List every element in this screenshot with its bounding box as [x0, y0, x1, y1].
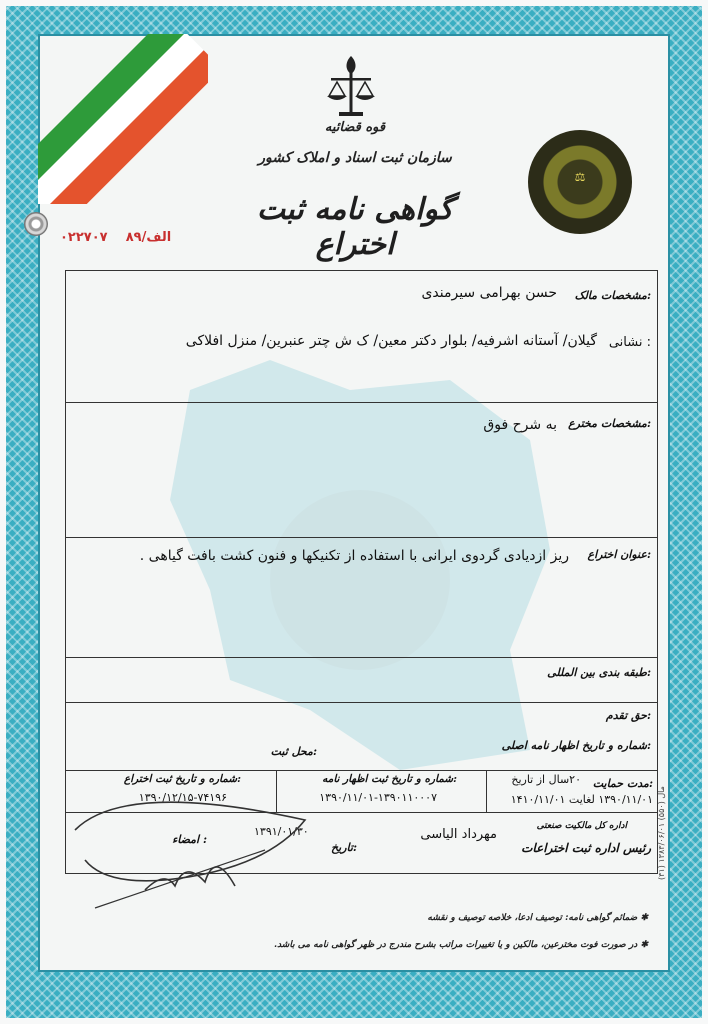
priority-section	[65, 702, 658, 771]
priority-label: حق تقدم:	[605, 709, 651, 722]
grommet-icon	[24, 212, 48, 236]
original-application-label: شماره و تاریخ اظهار نامه اصلی:	[501, 739, 651, 752]
changes-note: ✱ در صورت فوت مخترعین، مالکین و یا تغییرات مراتب بشرح مندرج در ظهر گواهی نامه می باشد.	[273, 940, 648, 950]
organization-heading: سازمان ثبت اسناد و املاک کشور	[258, 150, 452, 166]
iran-flag-corner	[38, 34, 208, 204]
classification-label: طبقه بندی بین المللی:	[547, 666, 651, 679]
address-label: نشانی :	[608, 335, 651, 350]
serial-digits: ۰۲۲۷۰۷	[60, 230, 108, 245]
signatory-name: مهرداد الیاسی	[420, 827, 497, 842]
application-label: شماره و تاریخ ثبت اظهار نامه:	[322, 773, 457, 785]
serial-prefix: الف/۸۹	[125, 230, 172, 245]
invention-label: عنوان اختراع:	[587, 548, 651, 561]
inventor-section	[65, 402, 658, 538]
hologram-seal-icon: ⚖	[528, 130, 632, 234]
signatory-role: رئیس اداره ثبت اختراعات	[521, 841, 651, 855]
owner-section	[65, 270, 658, 403]
registration-label: شماره و تاریخ ثبت اختراع:	[123, 773, 241, 785]
owner-address: گیلان/ آستانه اشرفیه/ بلوار دکتر معین/ ک ش چتر عنبرین/ منزل افلاکی	[185, 333, 597, 349]
inventor-value: به شرح فوق	[483, 417, 557, 433]
registration-value: ۱۳۹۰/۱۲/۱۵-۷۴۱۹۶	[138, 791, 227, 804]
sign-label: امضاء :	[172, 833, 207, 846]
handwritten-signature-icon	[65, 790, 325, 910]
side-form-code: (۳۱) ۱۳۸۳/۰۶/۰۱ (۵۵۰) مال	[657, 786, 666, 880]
classification-section	[65, 657, 658, 703]
protection-years: ۲۰سال از تاریخ	[511, 773, 581, 786]
attachments-note: ✱ ضمائم گواهی نامه: توصیف ادعا، خلاصه توصیف و نقشه	[427, 913, 648, 923]
office-name: اداره کل مالکیت صنعتی	[536, 821, 627, 831]
signature-date: ۱۳۹۱/۰۱/۳۰	[254, 825, 309, 838]
application-value: ۱۳۹۰/۱۱/۰۱-۱۳۹۰۱۱۰۰۰۷	[319, 791, 437, 804]
invention-title: ریز ازدیادی گردوی ایرانی با استفاده از تکنیکها و فنون کشت بافت گیاهی .	[139, 548, 569, 564]
page-title: گواهی نامه ثبت اختراع	[256, 192, 454, 262]
owner-label: مشخصات مالک:	[574, 289, 651, 302]
protection-range: ۱۳۹۰/۱۱/۰۱ لغایت ۱۴۱۰/۱۱/۰۱	[510, 793, 653, 806]
serial-number	[60, 230, 171, 245]
inventor-label: مشخصات مخترع:	[568, 417, 651, 430]
owner-name: حسن بهرامی سیرمندی	[421, 285, 557, 301]
protection-label: مدت حمایت:	[592, 777, 653, 790]
invention-section	[65, 537, 658, 658]
judiciary-heading: قوه قضائیه	[324, 120, 386, 135]
registration-place-label: محل ثبت:	[270, 745, 317, 758]
date-label: تاریخ:	[331, 841, 357, 854]
judiciary-emblem-icon	[325, 52, 377, 122]
